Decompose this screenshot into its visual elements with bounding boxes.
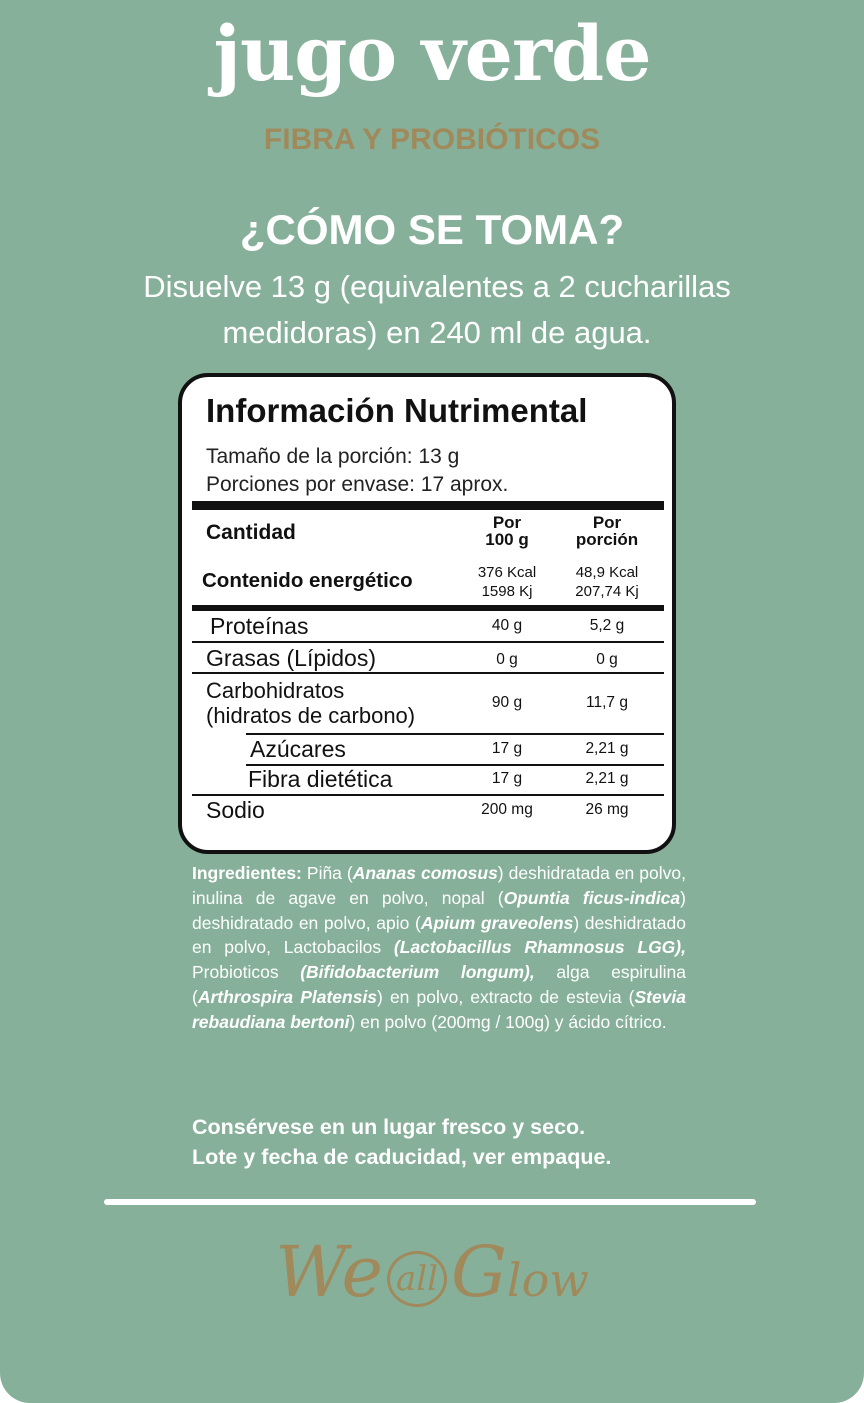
row-sugars-per-serving: 2,21 g [585, 740, 629, 757]
species-name: Stevia rebaudiana bertoni [192, 986, 687, 1032]
row-sodium-per-serving: 26 mg [585, 801, 629, 818]
row-divider [246, 733, 664, 735]
row-proteins-per-serving: 5,2 g [589, 617, 625, 634]
divider-line [104, 1199, 756, 1205]
row-fats-per-serving: 0 g [596, 651, 618, 668]
ingredients-label: Ingredientes: [192, 863, 302, 883]
row-label-fats: Grasas (Lípidos) [206, 645, 377, 671]
header-per-100g: Por 100 g [485, 513, 529, 549]
ingredients-text: Ingredientes: Piña (Ananas comosus) deshidratada en polvo, inulina de agave en polvo, nopal (Opuntia ficus-indica) deshidratado en polvo, apio (Apium graveolens) deshidratado en polvo, Lactobacilos (Lactobacillus Rhamnosus LGG), Probioticos (Bifidobacterium longum), alga espirulina (Arthrospira Platensis) en polvo, extracto de estevia (Stevia rebaudiana bertoni) en polvo (200mg / 100g) y ácido cítrico. [192, 863, 687, 1032]
row-label-sugars: Azúcares [250, 736, 346, 762]
nutrition-title: Información Nutrimental [206, 392, 588, 429]
row-proteins-per-100g: 40 g [491, 617, 523, 634]
species-name: (Lactobacillus Rhamnosus LGG), [393, 937, 686, 958]
thick-divider-bottom [192, 605, 664, 611]
row-sugars-per-100g: 17 g [491, 740, 523, 757]
energy-per-serving: 48,9 Kcal 207,74 Kj [575, 564, 639, 600]
thick-divider-top [192, 501, 664, 510]
species-name: Apium graveolens [420, 912, 574, 933]
row-label-sodium: Sodio [206, 797, 265, 823]
row-fiber-per-serving: 2,21 g [585, 770, 629, 787]
row-divider [192, 641, 664, 643]
row-sodium-per-100g: 200 mg [481, 801, 533, 818]
product-subtitle: FIBRA Y PROBIÓTICOS [263, 123, 601, 156]
energy-label: Contenido energético [202, 569, 413, 592]
row-label-carbs: Carbohidratos (hidratos de carbono) [206, 678, 416, 728]
species-name: (Bifidobacterium longum), [300, 962, 535, 983]
species-name: Arthrospira Platensis [197, 986, 378, 1007]
storage-instructions [192, 1112, 611, 1172]
batch-line: Lote y fecha de caducidad, ver empaque. [192, 1145, 612, 1169]
row-fats-per-100g: 0 g [496, 651, 518, 668]
storage-line: Consérvese en un lugar fresco y seco. [192, 1115, 586, 1139]
header-quantity: Cantidad [206, 521, 296, 544]
howto-text: Disuelve 13 g (equivalentes a 2 cucharillas medidoras) en 240 ml de agua. [143, 269, 731, 350]
energy-per-100g: 376 Kcal 1598 Kj [477, 564, 537, 600]
product-title: jugo verde [213, 9, 651, 98]
species-name: Opuntia ficus-indica [503, 887, 681, 908]
nutrition-panel [178, 373, 676, 854]
serving-size: Tamaño de la porción: 13 g [206, 445, 460, 468]
row-divider [192, 794, 664, 796]
species-name: Ananas comosus [352, 863, 498, 883]
serving-info [206, 443, 508, 499]
row-fiber-per-100g: 17 g [491, 770, 523, 787]
row-label-fiber: Fibra dietética [248, 766, 393, 792]
row-label-proteins: Proteínas [210, 613, 309, 639]
servings-per-container: Porciones por envase: 17 aprox. [206, 473, 509, 496]
row-carbs-per-serving: 11,7 g [586, 694, 628, 711]
row-divider [192, 672, 664, 674]
howto-title: ¿CÓMO SE TOMA? [239, 206, 625, 253]
brand-logo: We all Glow [275, 1231, 589, 1313]
header-per-serving: Por porción [575, 513, 639, 549]
row-carbs-per-100g: 90 g [491, 694, 523, 711]
